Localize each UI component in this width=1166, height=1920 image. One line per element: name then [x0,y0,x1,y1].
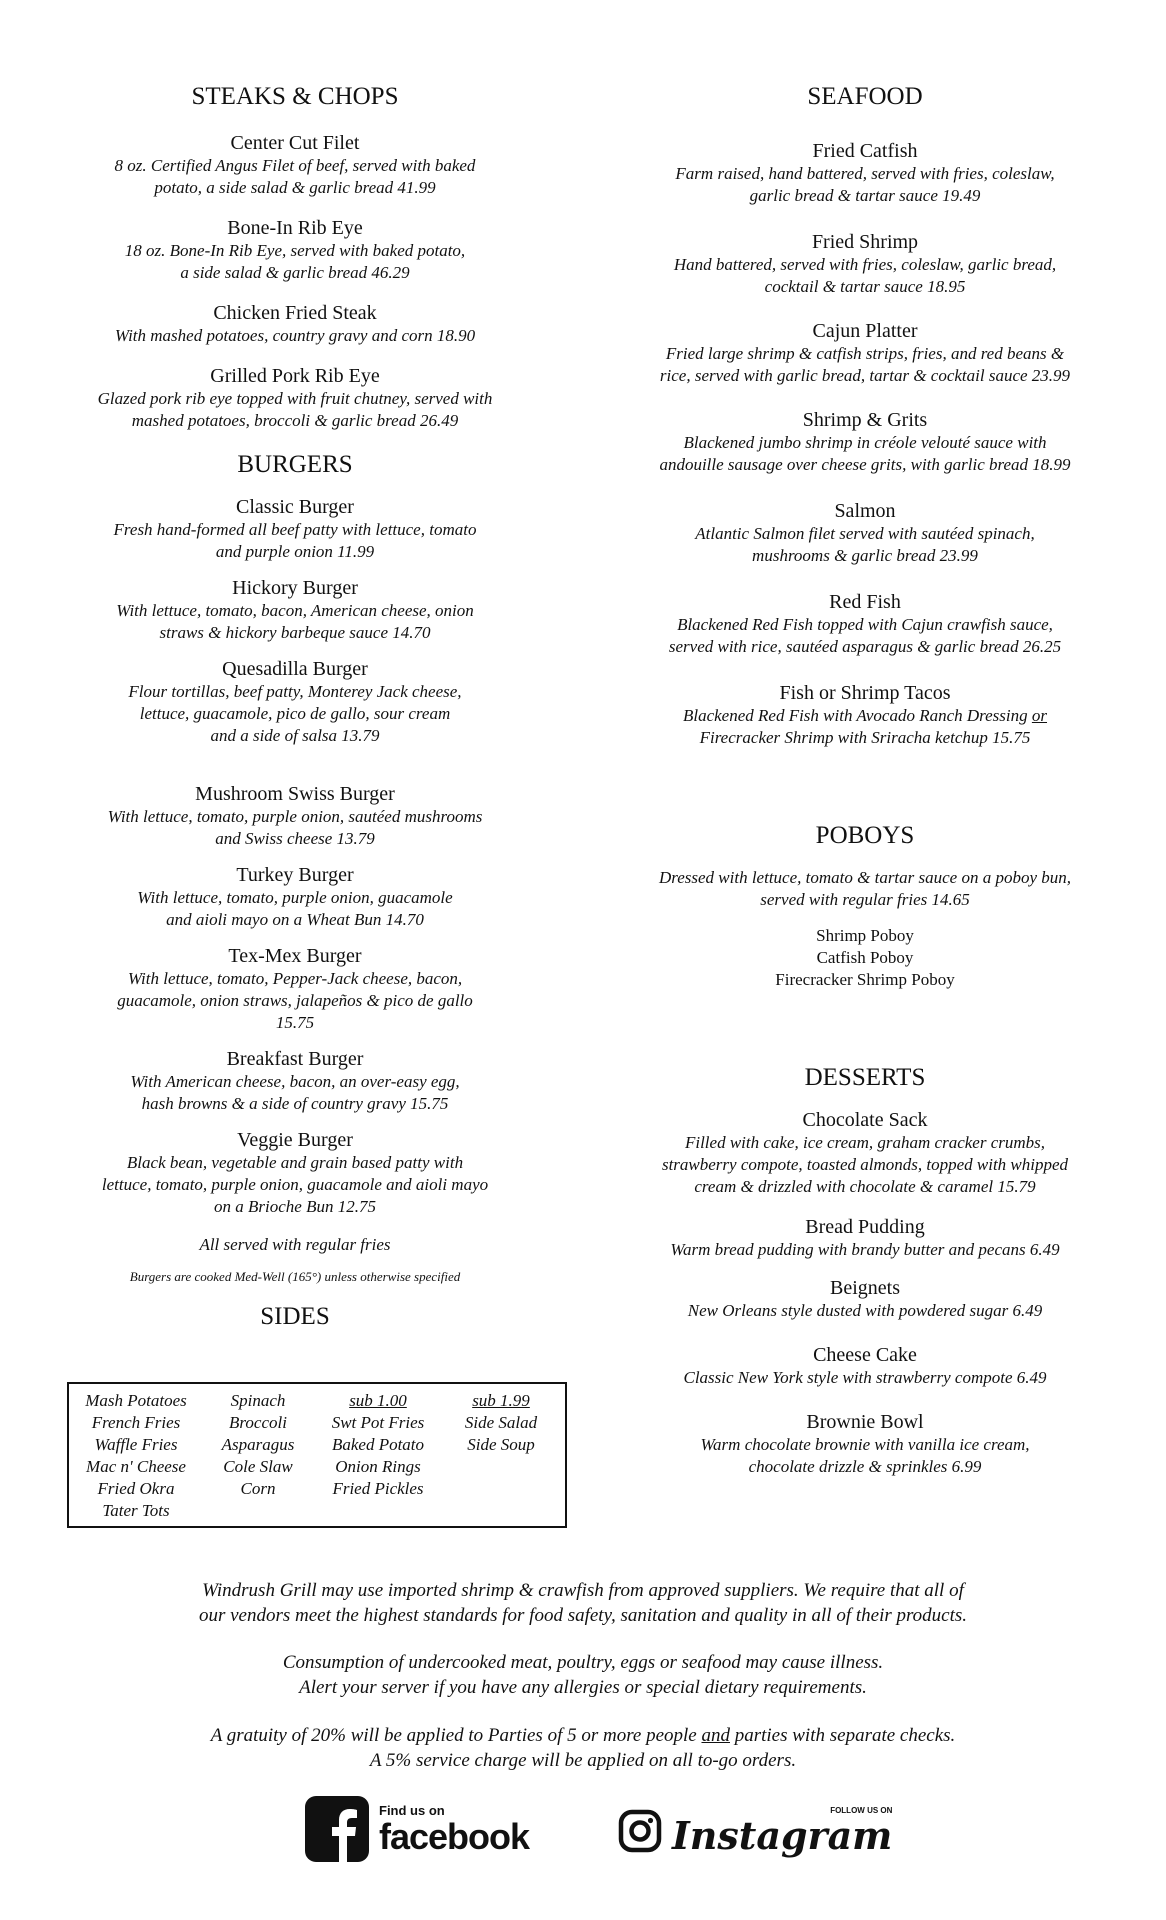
menu-item [615,409,1115,476]
footer-text: A gratuity of 20% will be applied to Parties of 5 or more people [210,1725,702,1746]
item-desc-part: Blackened Red Fish with Avocado Ranch Dressing [682,706,1032,725]
footer-line: Alert your server if you have any allergies or special dietary requirements. [299,1677,867,1698]
burgers-fries-note: All served with regular fries [199,1235,391,1254]
item-name: Brownie Bowl [806,1411,924,1433]
facebook-icon [305,1796,369,1862]
item-desc: and purple onion 11.99 [215,542,375,561]
sides-column-2 [203,1390,313,1500]
menu-item [615,682,1115,749]
item-name: Classic Burger [236,496,354,518]
item-desc: New Orleans style dusted with powdered sugar 6.49 [687,1301,1043,1320]
menu-item [615,1216,1115,1261]
item-desc: With American cheese, bacon, an over-easy egg, [130,1072,460,1091]
side-item: Asparagus [221,1435,295,1454]
seafood-title: SEAFOOD [807,83,923,110]
item-name: Quesadilla Burger [222,658,368,680]
menu-item [55,496,535,563]
footer-line: our vendors meet the highest standards for food safety, sanitation and quality in all of their products. [198,1605,968,1626]
sides-title: SIDES [260,1303,330,1330]
menu-item [55,132,535,199]
menu-item [55,302,535,347]
instagram-wordmark: Instagram [672,1813,893,1858]
item-desc: straws & hickory barbeque sauce 14.70 [159,623,431,642]
item-name: Veggie Burger [237,1129,353,1151]
item-desc: potato, a side salad & garlic bread 41.99 [154,178,436,197]
steaks-title: STEAKS & CHOPS [191,83,399,110]
side-item: Corn [240,1479,276,1498]
item-desc: rice, served with garlic bread, tartar & cocktail sauce 23.99 [659,366,1071,385]
item-desc: Flour tortillas, beef patty, Monterey Jack cheese, [128,682,462,701]
item-name: Center Cut Filet [230,132,360,154]
side-item: Mash Potatoes [85,1391,187,1410]
sides-column-1 [69,1390,203,1522]
item-name: Shrimp & Grits [802,409,928,431]
gratuity-notice [0,1723,1166,1773]
item-desc: served with rice, sautéed asparagus & garlic bread 26.25 [668,637,1062,656]
poboy-item: Firecracker Shrimp Poboy [775,970,955,989]
facebook-small-text: Find us on [379,1802,445,1818]
item-desc: served with regular fries 14.65 [760,890,970,909]
item-name: Salmon [834,500,896,522]
item-name: Grilled Pork Rib Eye [210,365,380,387]
supplier-notice [0,1578,1166,1628]
facebook-link[interactable] [305,1796,529,1862]
item-name: Red Fish [829,591,901,613]
side-item: Waffle Fries [94,1435,178,1454]
burgers-title: BURGERS [237,451,353,478]
item-desc: Filled with cake, ice cream, graham cracker crumbs, [684,1133,1046,1152]
menu-item [55,783,535,850]
item-desc: on a Brioche Bun 12.75 [214,1197,376,1216]
item-name: Cajun Platter [812,320,918,342]
item-desc: Classic New York style with strawberry compote 6.49 [683,1368,1047,1387]
item-name: Turkey Burger [236,864,354,886]
item-desc: Black bean, vegetable and grain based patty with [126,1153,464,1172]
footer-and: and [701,1725,730,1746]
side-item: Baked Potato [331,1435,425,1454]
right-column [615,82,1115,1478]
item-desc: Warm bread pudding with brandy butter and pecans 6.49 [670,1240,1060,1259]
menu-item [615,140,1115,207]
health-notice [0,1650,1166,1700]
item-desc: Blackened Red Fish topped with Cajun crawfish sauce, [677,615,1053,634]
side-item: Cole Slaw [223,1457,293,1476]
item-desc: 15.75 [275,1013,315,1032]
menu-item [55,365,535,432]
footer-line: Consumption of undercooked meat, poultry, eggs or seafood may cause illness. [282,1652,884,1673]
item-desc: cocktail & tartar sauce 18.95 [764,277,966,296]
item-desc: With mashed potatoes, country gravy and corn 18.90 [114,326,476,345]
item-desc: Fried large shrimp & catfish strips, fries, and red beans & [665,344,1065,363]
item-name: Bread Pudding [805,1216,925,1238]
facebook-text [379,1803,529,1856]
side-item: Side Salad [464,1413,538,1432]
item-desc: and Swiss cheese 13.79 [215,829,375,848]
item-name: Breakfast Burger [226,1048,364,1070]
facebook-wordmark: facebook [379,1815,530,1857]
menu-item [615,1277,1115,1322]
item-desc: lettuce, tomato, purple onion, guacamole and aioli mayo [101,1175,489,1194]
footer-text: parties with separate checks. [729,1725,956,1746]
menu-item [615,320,1115,387]
item-name: Beignets [830,1277,900,1299]
menu-item [55,864,535,931]
sides-column-header: sub 1.99 [472,1391,530,1410]
menu-item [55,945,535,1034]
menu-item [615,231,1115,298]
item-desc: Glazed pork rib eye topped with fruit chutney, served with [97,389,493,408]
item-desc: a side salad & garlic bread 46.29 [180,263,410,282]
instagram-icon [618,1809,662,1853]
item-name: Chicken Fried Steak [213,302,377,324]
item-desc: 8 oz. Certified Angus Filet of beef, served with baked [114,156,476,175]
item-name: Cheese Cake [813,1344,917,1366]
desserts-title: DESSERTS [804,1064,926,1091]
sides-column-4 [443,1390,559,1456]
menu-item [615,500,1115,567]
menu-item [55,577,535,644]
item-desc-or: or [1031,706,1048,725]
menu-item [55,658,535,747]
item-name: Tex-Mex Burger [228,945,362,967]
item-desc: chocolate drizzle & sprinkles 6.99 [748,1457,982,1476]
item-desc: Farm raised, hand battered, served with fries, coleslaw, [675,164,1055,183]
item-name: Fish or Shrimp Tacos [779,682,951,704]
left-column [55,82,535,1332]
poboy-list [615,925,1115,991]
item-name: Chocolate Sack [802,1109,928,1131]
instagram-small-text: FOLLOW US ON [830,1806,893,1815]
item-desc: and aioli mayo on a Wheat Bun 14.70 [166,910,424,929]
item-desc: Warm chocolate brownie with vanilla ice cream, [700,1435,1030,1454]
item-desc: 18 oz. Bone-In Rib Eye, served with baked potato, [124,241,466,260]
item-name: Hickory Burger [232,577,358,599]
footer-line [0,1723,1166,1748]
item-name: Bone-In Rib Eye [227,217,363,239]
item-desc: With lettuce, tomato, purple onion, sautéed mushrooms [107,807,483,826]
footer-line: A 5% service charge will be applied on all to-go orders. [369,1750,797,1771]
item-desc: Hand battered, served with fries, coleslaw, garlic bread, [673,255,1057,274]
item-desc: mushrooms & garlic bread 23.99 [752,546,978,565]
item-desc: Dressed with lettuce, tomato & tartar sauce on a poboy bun, [658,868,1072,887]
item-desc: Firecracker Shrimp with Sriracha ketchup 15.75 [699,728,1031,747]
burgers-cook-note: Burgers are cooked Med-Well (165°) unless otherwise specified [129,1269,461,1284]
menu-item [615,1109,1115,1198]
side-item: French Fries [91,1413,181,1432]
item-desc: With lettuce, tomato, bacon, American cheese, onion [116,601,474,620]
menu-item [615,1411,1115,1478]
menu-item [55,217,535,284]
poboys-title: POBOYS [815,822,915,849]
poboy-description [615,867,1115,911]
item-desc [615,705,1115,727]
poboy-item: Shrimp Poboy [816,926,914,945]
menu-item [55,1048,535,1115]
item-desc: With lettuce, tomato, purple onion, guacamole [137,888,453,907]
side-item: Swt Pot Fries [331,1413,425,1432]
item-desc: With lettuce, tomato, Pepper-Jack cheese, bacon, [127,969,463,988]
item-name: Fried Shrimp [811,231,919,253]
side-item: Spinach [230,1391,286,1410]
poboy-item: Catfish Poboy [816,948,914,967]
item-name: Mushroom Swiss Burger [195,783,395,805]
sides-box [67,1382,567,1528]
sides-column-3 [313,1390,443,1500]
menu-item [615,1344,1115,1389]
side-item: Tater Tots [102,1501,170,1520]
footer-line: Windrush Grill may use imported shrimp & crawfish from approved suppliers. We require that all of [202,1580,964,1601]
item-desc: and a side of salsa 13.79 [210,726,380,745]
side-item: Broccoli [229,1413,287,1432]
instagram-text [672,1806,892,1856]
menu-item [55,1129,535,1218]
side-item: Fried Pickles [332,1479,424,1498]
sides-column-header: sub 1.00 [349,1391,407,1410]
item-name: Fried Catfish [812,140,918,162]
item-desc: Atlantic Salmon filet served with sautéed spinach, [695,524,1035,543]
menu-item [615,591,1115,658]
item-desc: andouille sausage over cheese grits, with garlic bread 18.99 [659,455,1071,474]
item-desc: strawberry compote, toasted almonds, topped with whipped [661,1155,1069,1174]
instagram-link[interactable] [618,1806,892,1856]
side-item: Side Soup [467,1435,535,1454]
item-desc: mashed potatoes, broccoli & garlic bread 26.49 [131,411,459,430]
side-item: Fried Okra [97,1479,175,1498]
item-desc: hash browns & a side of country gravy 15.75 [141,1094,449,1113]
item-desc: cream & drizzled with chocolate & caramel 15.79 [694,1177,1036,1196]
item-desc: lettuce, guacamole, pico de gallo, sour cream [139,704,451,723]
side-item: Onion Rings [335,1457,421,1476]
item-desc: guacamole, onion straws, jalapeños & pico de gallo [117,991,473,1010]
item-desc: Fresh hand-formed all beef patty with lettuce, tomato [113,520,477,539]
side-item: Mac n' Cheese [86,1457,186,1476]
item-desc: Blackened jumbo shrimp in créole velouté sauce with [683,433,1047,452]
item-desc: garlic bread & tartar sauce 19.49 [749,186,981,205]
